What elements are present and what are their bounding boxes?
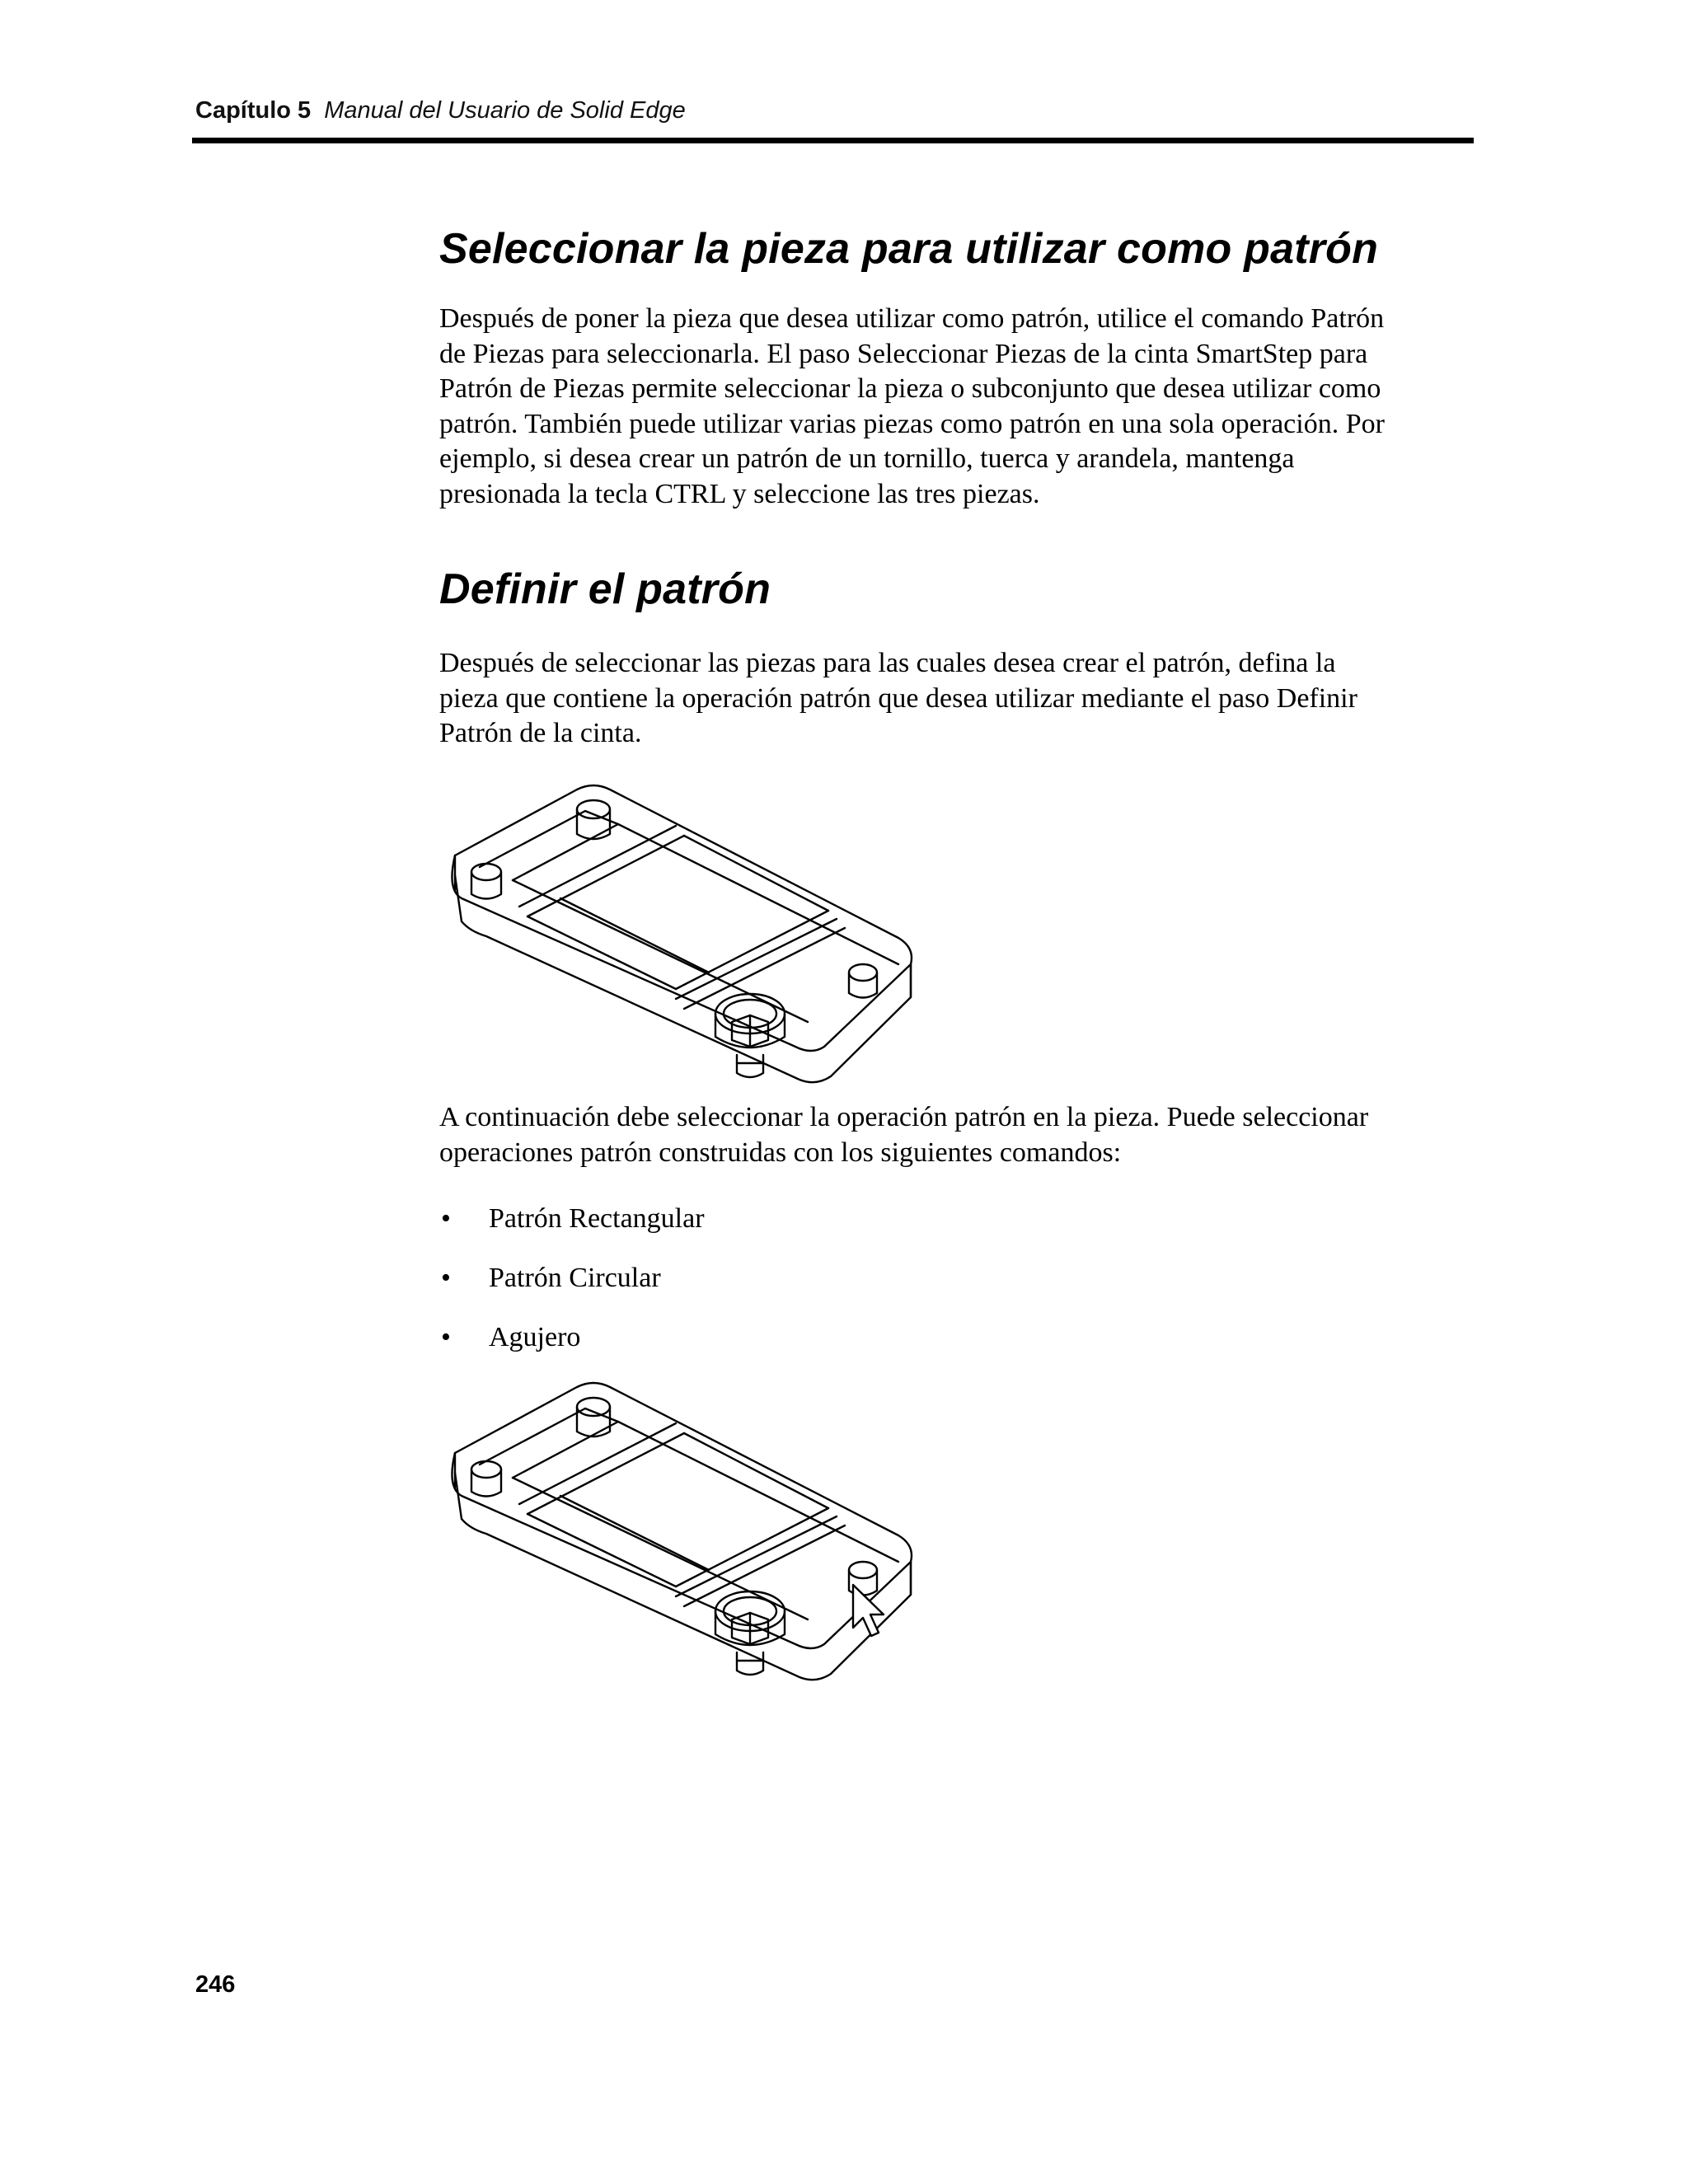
paragraph-line: Después de poner la pieza que desea utilizar como patrón, utilice el comando Patrón	[439, 303, 1385, 334]
figure-part-with-bolt	[437, 775, 915, 1088]
list-item-label: Agujero	[489, 1322, 581, 1352]
header-rule	[192, 138, 1474, 143]
paragraph-line: presionada la tecla CTRL y seleccione las tres piezas.	[439, 478, 1040, 509]
manual-title: Manual del Usuario de Solid Edge	[324, 97, 686, 124]
page-number: 246	[195, 1971, 236, 1998]
running-header	[195, 97, 1471, 124]
paragraph-line: Patrón de Piezas permite seleccionar la pieza o subconjunto que desea utilizar como	[439, 373, 1381, 404]
section-heading: Definir el patrón	[439, 565, 771, 613]
paragraph-line: pieza que contiene la operación patrón que desea utilizar mediante el paso Definir	[439, 682, 1357, 714]
figure-part-with-cursor	[437, 1372, 915, 1702]
paragraph-line: patrón. También puede utilizar varias piezas como patrón en una sola operación. Por	[439, 408, 1385, 439]
chapter-label: Capítulo 5	[195, 97, 312, 124]
paragraph-line: ejemplo, si desea crear un patrón de un tornillo, tuerca y arandela, mantenga	[439, 443, 1295, 474]
paragraph-line: Patrón de la cinta.	[439, 718, 642, 748]
bullet-icon: •	[441, 1322, 451, 1352]
section-define-body	[439, 646, 1461, 752]
pattern-command-list	[439, 1202, 1461, 1380]
section-select-body	[439, 302, 1461, 512]
section-after-figure	[439, 1100, 1461, 1170]
section-define-pattern	[439, 565, 1461, 614]
bullet-icon: •	[441, 1203, 451, 1234]
list-item	[439, 1202, 1461, 1261]
paragraph-line: A continuación debe seleccionar la operación patrón en la pieza. Puede seleccionar	[439, 1102, 1369, 1132]
list-item	[439, 1261, 1461, 1320]
paragraph-line: operaciones patrón construidas con los siguientes comandos:	[439, 1137, 1122, 1168]
bullet-icon: •	[441, 1263, 451, 1293]
list-item-label: Patrón Circular	[489, 1263, 661, 1293]
paragraph-line: Después de seleccionar las piezas para las cuales desea crear el patrón, defina la	[439, 648, 1336, 678]
paragraph-line: de Piezas para seleccionarla. El paso Seleccionar Piezas de la cinta SmartStep para	[439, 338, 1368, 369]
section-heading: Seleccionar la pieza para utilizar como patrón	[439, 225, 1379, 273]
list-item-label: Patrón Rectangular	[489, 1203, 705, 1234]
list-item	[439, 1320, 1461, 1380]
section-select-part	[439, 224, 1461, 274]
